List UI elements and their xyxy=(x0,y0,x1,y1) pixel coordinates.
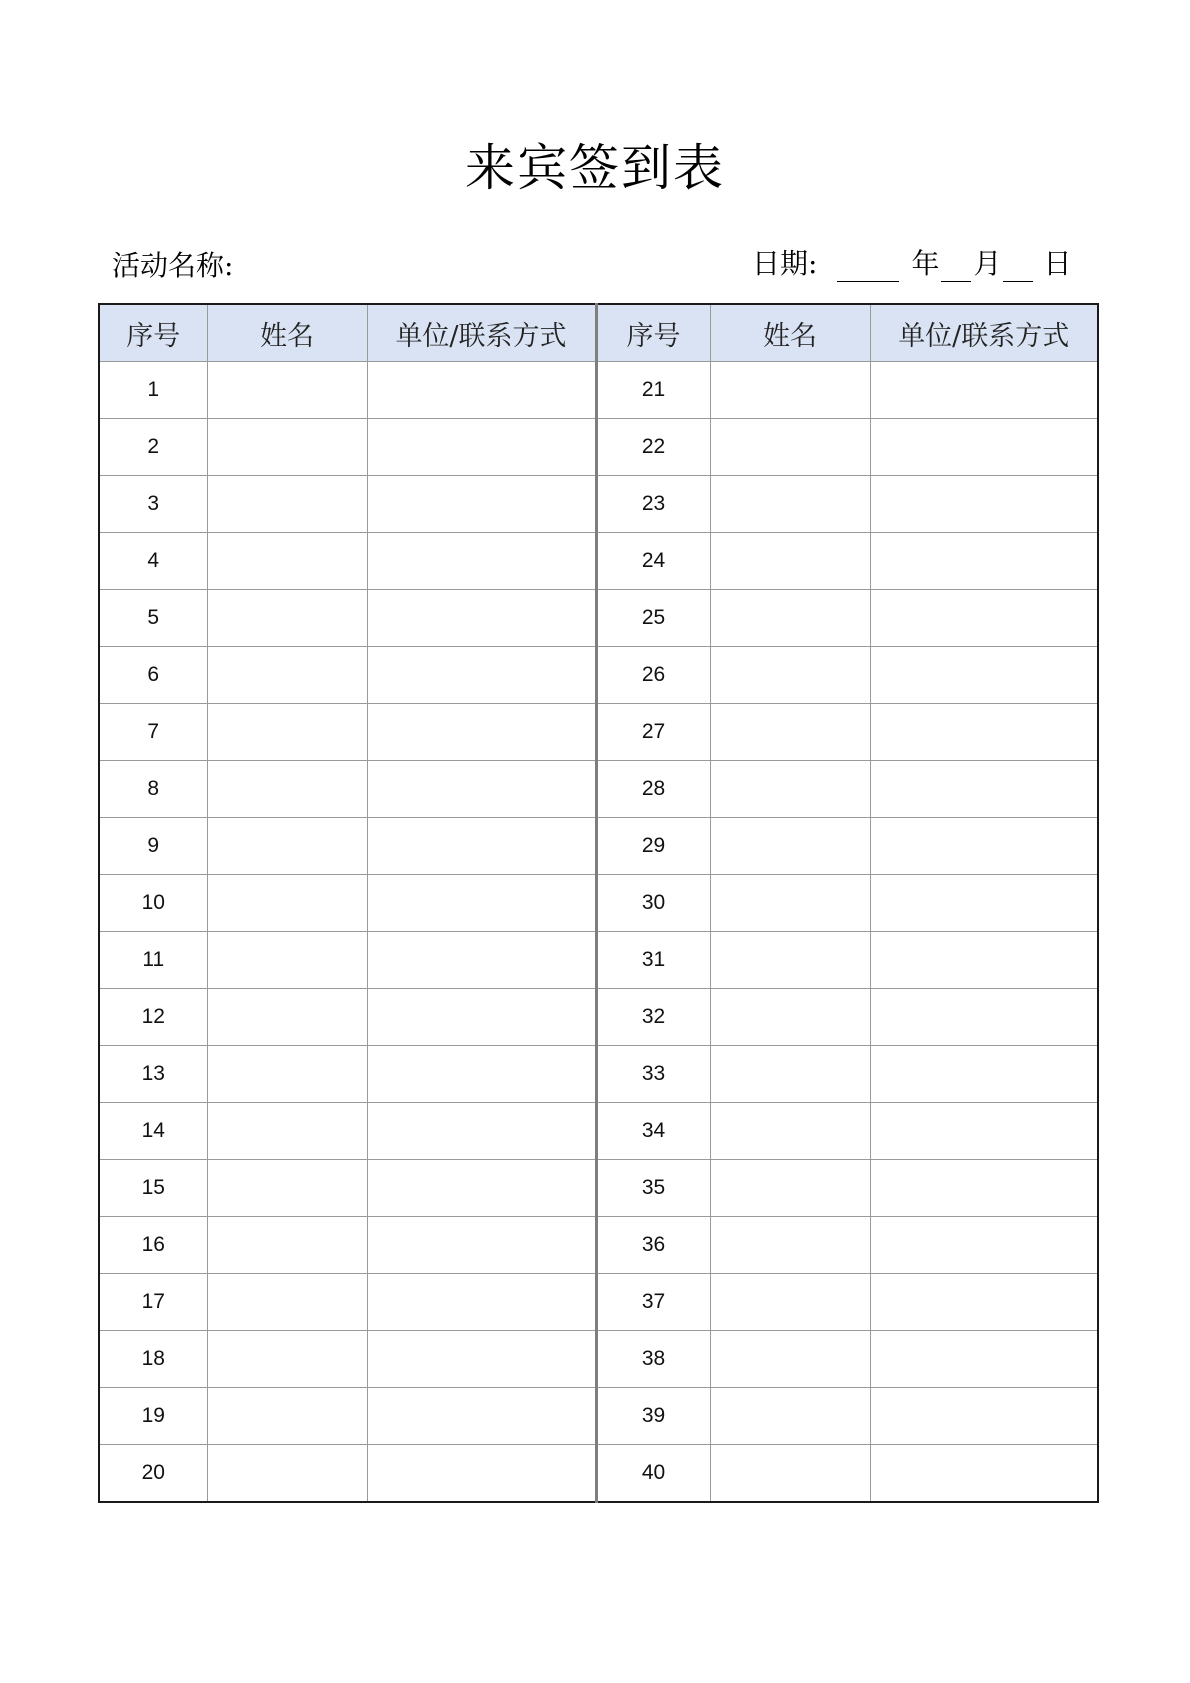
name-cell[interactable] xyxy=(207,818,367,875)
name-cell[interactable] xyxy=(710,818,870,875)
row-index-cell: 32 xyxy=(596,989,710,1046)
name-cell[interactable] xyxy=(710,875,870,932)
table-row xyxy=(99,419,1098,476)
row-index-cell: 26 xyxy=(596,647,710,704)
contact-cell[interactable] xyxy=(870,875,1098,932)
contact-cell[interactable] xyxy=(367,818,596,875)
row-index-cell: 21 xyxy=(596,362,710,419)
contact-cell[interactable] xyxy=(367,704,596,761)
name-cell[interactable] xyxy=(710,647,870,704)
contact-cell[interactable] xyxy=(870,1103,1098,1160)
activity-name-label: 活动名称: xyxy=(112,249,234,282)
contact-cell[interactable] xyxy=(870,989,1098,1046)
table-row xyxy=(99,590,1098,647)
table-row xyxy=(99,1388,1098,1445)
row-index-cell: 23 xyxy=(596,476,710,533)
page-title: 来宾签到表 xyxy=(465,139,725,197)
table-row xyxy=(99,1331,1098,1388)
row-index-cell: 12 xyxy=(99,989,207,1046)
row-index-cell: 10 xyxy=(99,875,207,932)
name-cell[interactable] xyxy=(207,1103,367,1160)
name-cell[interactable] xyxy=(207,419,367,476)
row-index-cell: 13 xyxy=(99,1046,207,1103)
name-cell[interactable] xyxy=(207,362,367,419)
day-blank[interactable] xyxy=(1003,249,1033,282)
contact-cell[interactable] xyxy=(870,1046,1098,1103)
row-index-cell: 6 xyxy=(99,647,207,704)
name-cell[interactable] xyxy=(207,1274,367,1331)
name-cell[interactable] xyxy=(207,590,367,647)
name-cell[interactable] xyxy=(207,875,367,932)
name-cell[interactable] xyxy=(207,989,367,1046)
row-index-cell: 18 xyxy=(99,1331,207,1388)
name-cell[interactable] xyxy=(207,761,367,818)
table-row xyxy=(99,362,1098,419)
table-row xyxy=(99,989,1098,1046)
column-header-contact: 单位/联系方式 xyxy=(870,304,1098,362)
name-cell[interactable] xyxy=(710,932,870,989)
contact-cell[interactable] xyxy=(870,704,1098,761)
table-row xyxy=(99,761,1098,818)
contact-cell[interactable] xyxy=(367,419,596,476)
column-header-contact: 单位/联系方式 xyxy=(367,304,596,362)
column-header-name: 姓名 xyxy=(207,304,367,362)
name-cell[interactable] xyxy=(710,1103,870,1160)
contact-cell[interactable] xyxy=(870,932,1098,989)
name-cell[interactable] xyxy=(710,1046,870,1103)
contact-cell[interactable] xyxy=(870,362,1098,419)
table-row xyxy=(99,476,1098,533)
contact-cell[interactable] xyxy=(367,1103,596,1160)
row-index-cell: 36 xyxy=(596,1217,710,1274)
name-cell[interactable] xyxy=(710,1388,870,1445)
contact-cell[interactable] xyxy=(367,362,596,419)
contact-cell[interactable] xyxy=(367,1331,596,1388)
contact-cell[interactable] xyxy=(870,1388,1098,1445)
contact-cell[interactable] xyxy=(870,1274,1098,1331)
table-row xyxy=(99,1274,1098,1331)
contact-cell[interactable] xyxy=(870,647,1098,704)
name-cell[interactable] xyxy=(710,1217,870,1274)
name-cell[interactable] xyxy=(710,1445,870,1503)
name-cell[interactable] xyxy=(207,1217,367,1274)
name-cell[interactable] xyxy=(710,419,870,476)
table-row xyxy=(99,647,1098,704)
row-index-cell: 33 xyxy=(596,1046,710,1103)
name-cell[interactable] xyxy=(710,533,870,590)
month-label: 月 xyxy=(973,247,1002,280)
name-cell[interactable] xyxy=(710,1331,870,1388)
name-cell[interactable] xyxy=(207,476,367,533)
table-row xyxy=(99,533,1098,590)
contact-cell[interactable] xyxy=(367,476,596,533)
name-cell[interactable] xyxy=(710,761,870,818)
row-index-cell: 5 xyxy=(99,590,207,647)
contact-cell[interactable] xyxy=(367,533,596,590)
row-index-cell: 19 xyxy=(99,1388,207,1445)
date-label: 日期: xyxy=(752,247,818,280)
contact-cell[interactable] xyxy=(870,1331,1098,1388)
table-row xyxy=(99,932,1098,989)
table-row xyxy=(99,1103,1098,1160)
row-index-cell: 16 xyxy=(99,1217,207,1274)
contact-cell[interactable] xyxy=(367,875,596,932)
date-field xyxy=(752,242,1071,282)
name-cell[interactable] xyxy=(207,932,367,989)
name-cell[interactable] xyxy=(207,1160,367,1217)
contact-cell[interactable] xyxy=(367,1445,596,1503)
row-index-cell: 38 xyxy=(596,1331,710,1388)
name-cell[interactable] xyxy=(207,1046,367,1103)
contact-cell[interactable] xyxy=(870,419,1098,476)
row-index-cell: 31 xyxy=(596,932,710,989)
contact-cell[interactable] xyxy=(367,989,596,1046)
row-index-cell: 4 xyxy=(99,533,207,590)
contact-cell[interactable] xyxy=(367,590,596,647)
contact-cell[interactable] xyxy=(367,1046,596,1103)
row-index-cell: 7 xyxy=(99,704,207,761)
name-cell[interactable] xyxy=(207,533,367,590)
row-index-cell: 25 xyxy=(596,590,710,647)
row-index-cell: 9 xyxy=(99,818,207,875)
row-index-cell: 2 xyxy=(99,419,207,476)
row-index-cell: 34 xyxy=(596,1103,710,1160)
contact-cell[interactable] xyxy=(870,1160,1098,1217)
name-cell[interactable] xyxy=(207,1388,367,1445)
contact-cell[interactable] xyxy=(367,1388,596,1445)
name-cell[interactable] xyxy=(207,647,367,704)
contact-cell[interactable] xyxy=(367,932,596,989)
row-index-cell: 14 xyxy=(99,1103,207,1160)
table-row xyxy=(99,704,1098,761)
column-header-index: 序号 xyxy=(99,304,207,362)
name-cell[interactable] xyxy=(710,590,870,647)
sign-in-table xyxy=(98,303,1099,1503)
table-row xyxy=(99,1217,1098,1274)
row-index-cell: 17 xyxy=(99,1274,207,1331)
table-row xyxy=(99,1160,1098,1217)
year-blank[interactable] xyxy=(837,249,899,282)
contact-cell[interactable] xyxy=(367,1217,596,1274)
row-index-cell: 3 xyxy=(99,476,207,533)
row-index-cell: 37 xyxy=(596,1274,710,1331)
row-index-cell: 11 xyxy=(99,932,207,989)
name-cell[interactable] xyxy=(710,1274,870,1331)
contact-cell[interactable] xyxy=(870,533,1098,590)
contact-cell[interactable] xyxy=(367,1160,596,1217)
row-index-cell: 29 xyxy=(596,818,710,875)
name-cell[interactable] xyxy=(710,1160,870,1217)
table-header-row xyxy=(99,304,1098,362)
row-index-cell: 40 xyxy=(596,1445,710,1503)
table-row xyxy=(99,1445,1098,1503)
row-index-cell: 1 xyxy=(99,362,207,419)
row-index-cell: 28 xyxy=(596,761,710,818)
name-cell[interactable] xyxy=(710,989,870,1046)
row-index-cell: 30 xyxy=(596,875,710,932)
row-index-cell: 15 xyxy=(99,1160,207,1217)
name-cell[interactable] xyxy=(207,704,367,761)
contact-cell[interactable] xyxy=(870,590,1098,647)
row-index-cell: 8 xyxy=(99,761,207,818)
contact-cell[interactable] xyxy=(367,647,596,704)
row-index-cell: 24 xyxy=(596,533,710,590)
name-cell[interactable] xyxy=(710,362,870,419)
contact-cell[interactable] xyxy=(367,761,596,818)
table-row xyxy=(99,1046,1098,1103)
column-header-name: 姓名 xyxy=(710,304,870,362)
row-index-cell: 35 xyxy=(596,1160,710,1217)
row-index-cell: 20 xyxy=(99,1445,207,1503)
name-cell[interactable] xyxy=(207,1331,367,1388)
contact-cell[interactable] xyxy=(870,476,1098,533)
row-index-cell: 22 xyxy=(596,419,710,476)
year-label: 年 xyxy=(911,247,940,280)
table-row xyxy=(99,875,1098,932)
name-cell[interactable] xyxy=(710,476,870,533)
column-header-index: 序号 xyxy=(596,304,710,362)
contact-cell[interactable] xyxy=(870,818,1098,875)
contact-cell[interactable] xyxy=(367,1274,596,1331)
table-row xyxy=(99,818,1098,875)
contact-cell[interactable] xyxy=(870,1217,1098,1274)
row-index-cell: 39 xyxy=(596,1388,710,1445)
row-index-cell: 27 xyxy=(596,704,710,761)
contact-cell[interactable] xyxy=(870,761,1098,818)
contact-cell[interactable] xyxy=(870,1445,1098,1503)
name-cell[interactable] xyxy=(207,1445,367,1503)
day-label: 日 xyxy=(1043,247,1072,280)
name-cell[interactable] xyxy=(710,704,870,761)
month-blank[interactable] xyxy=(941,249,971,282)
